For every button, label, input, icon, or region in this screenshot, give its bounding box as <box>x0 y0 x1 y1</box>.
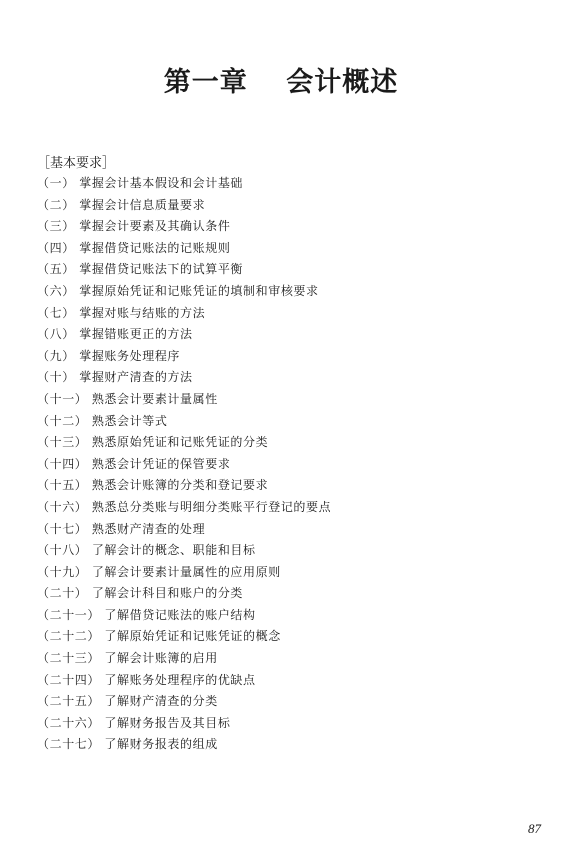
list-item: （六） 掌握原始凭证和记账凭证的填制和审核要求 <box>37 283 319 298</box>
list-item: （十八） 了解会计的概念、职能和目标 <box>37 543 256 558</box>
list-item: （五） 掌握借贷记账法下的试算平衡 <box>37 262 244 277</box>
list-item: （二十三） 了解会计账簿的启用 <box>37 651 218 666</box>
list-item: （二十一） 了解借贷记账法的账户结构 <box>37 607 256 622</box>
list-item: （八） 掌握错账更正的方法 <box>37 327 193 342</box>
list-item: （一） 掌握会计基本假设和会计基础 <box>37 176 244 190</box>
list-item: （二） 掌握会计信息质量要求 <box>37 197 206 212</box>
list-item: （七） 掌握对账与结账的方法 <box>37 305 206 320</box>
list-item: （十四） 熟悉会计凭证的保管要求 <box>37 456 231 471</box>
list-item: （三） 掌握会计要素及其确认条件 <box>37 219 231 234</box>
list-item: （九） 掌握账务处理程序 <box>37 348 181 363</box>
list-item: （十七） 熟悉财产清查的处理 <box>37 521 206 536</box>
list-item: （二十） 了解会计科目和账户的分类 <box>37 586 244 601</box>
list-item: （十五） 熟悉会计账簿的分类和登记要求 <box>37 478 269 493</box>
page-number: 87 <box>528 821 541 836</box>
requirements-list <box>37 173 331 756</box>
list-item: （二十四） 了解账务处理程序的优缺点 <box>37 672 256 687</box>
list-item: （四） 掌握借贷记账法的记账规则 <box>37 240 231 255</box>
list-item: （十九） 了解会计要素计量属性的应用原则 <box>37 564 281 579</box>
list-item: （十二） 熟悉会计等式 <box>37 413 168 428</box>
list-item: （二十七） 了解财务报表的组成 <box>37 737 218 752</box>
list-item: （十三） 熟悉原始凭证和记账凭证的分类 <box>37 435 269 450</box>
list-item: （二十二） 了解原始凭证和记账凭证的概念 <box>37 629 281 644</box>
chapter-title: 第一章 会计概述 <box>163 67 399 98</box>
list-item: （十一） 熟悉会计要素计量属性 <box>37 391 218 406</box>
list-item: （二十五） 了解财产清查的分类 <box>37 694 218 709</box>
section-heading: ［基本要求］ <box>37 156 116 171</box>
list-item: （十） 掌握财产清查的方法 <box>37 370 193 385</box>
list-item: （二十六） 了解财务报告及其目标 <box>37 715 231 730</box>
list-item: （十六） 熟悉总分类账与明细分类账平行登记的要点 <box>37 499 332 514</box>
